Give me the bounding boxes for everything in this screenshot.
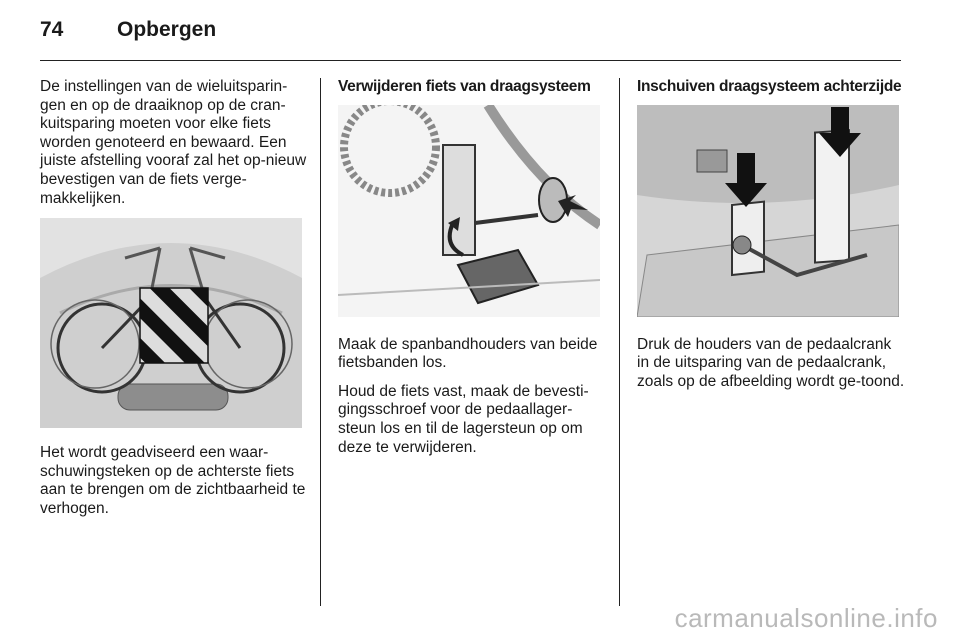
bicycle-carrier-illustration — [40, 218, 302, 428]
remove-bike-heading: Verwijderen fiets van draagsysteem — [338, 78, 591, 95]
warning-sign-advice: Het wordt geadviseerd een waar-schuwingsteken op de achterste fiets aan te brengen om de zichtbaarheid te verhogen. — [40, 444, 306, 517]
header-rule — [40, 60, 901, 61]
right-column — [637, 78, 905, 401]
column-divider-2 — [619, 78, 620, 606]
page-number: 74 — [40, 18, 64, 41]
remove-bike-figure — [338, 105, 600, 317]
pedal-crank-holder-illustration — [637, 105, 899, 317]
pedal-holder-illustration — [338, 105, 600, 317]
middle-column — [338, 78, 606, 467]
page-title: Opbergen — [117, 18, 217, 41]
column-divider-1 — [320, 78, 321, 606]
watermark: carmanualsonline.info — [674, 603, 938, 633]
intro-paragraph: De instellingen van de wieluitsparin-gen en op de draaiknop op de cran-kuitsparing moeten voor elke fiets worden genoteerd en bewaard. Een juiste afstelling vooraf zal het op-nieuw bevestigen van de fiets verge-makkelijken. — [40, 78, 307, 207]
instruction-press-holders: Druk de houders van de pedaalcrank in de uitsparing van de pedaalcrank, zoals op de afbeelding wordt ge-toond. — [637, 335, 905, 390]
instruction-remove-support: Houd de fiets vast, maak de bevesti-gingsschroef voor de pedaallager-steun los en til de lagersteun op om deze te verwijderen. — [338, 382, 589, 456]
slide-in-carrier-figure — [637, 105, 899, 317]
left-column — [40, 78, 308, 529]
slide-in-carrier-heading: Inschuiven draagsysteem achterzijde — [637, 78, 902, 95]
instruction-release-straps: Maak de spanbandhouders van beide fietsbanden los. — [338, 335, 598, 372]
bicycle-carrier-figure — [40, 218, 302, 428]
